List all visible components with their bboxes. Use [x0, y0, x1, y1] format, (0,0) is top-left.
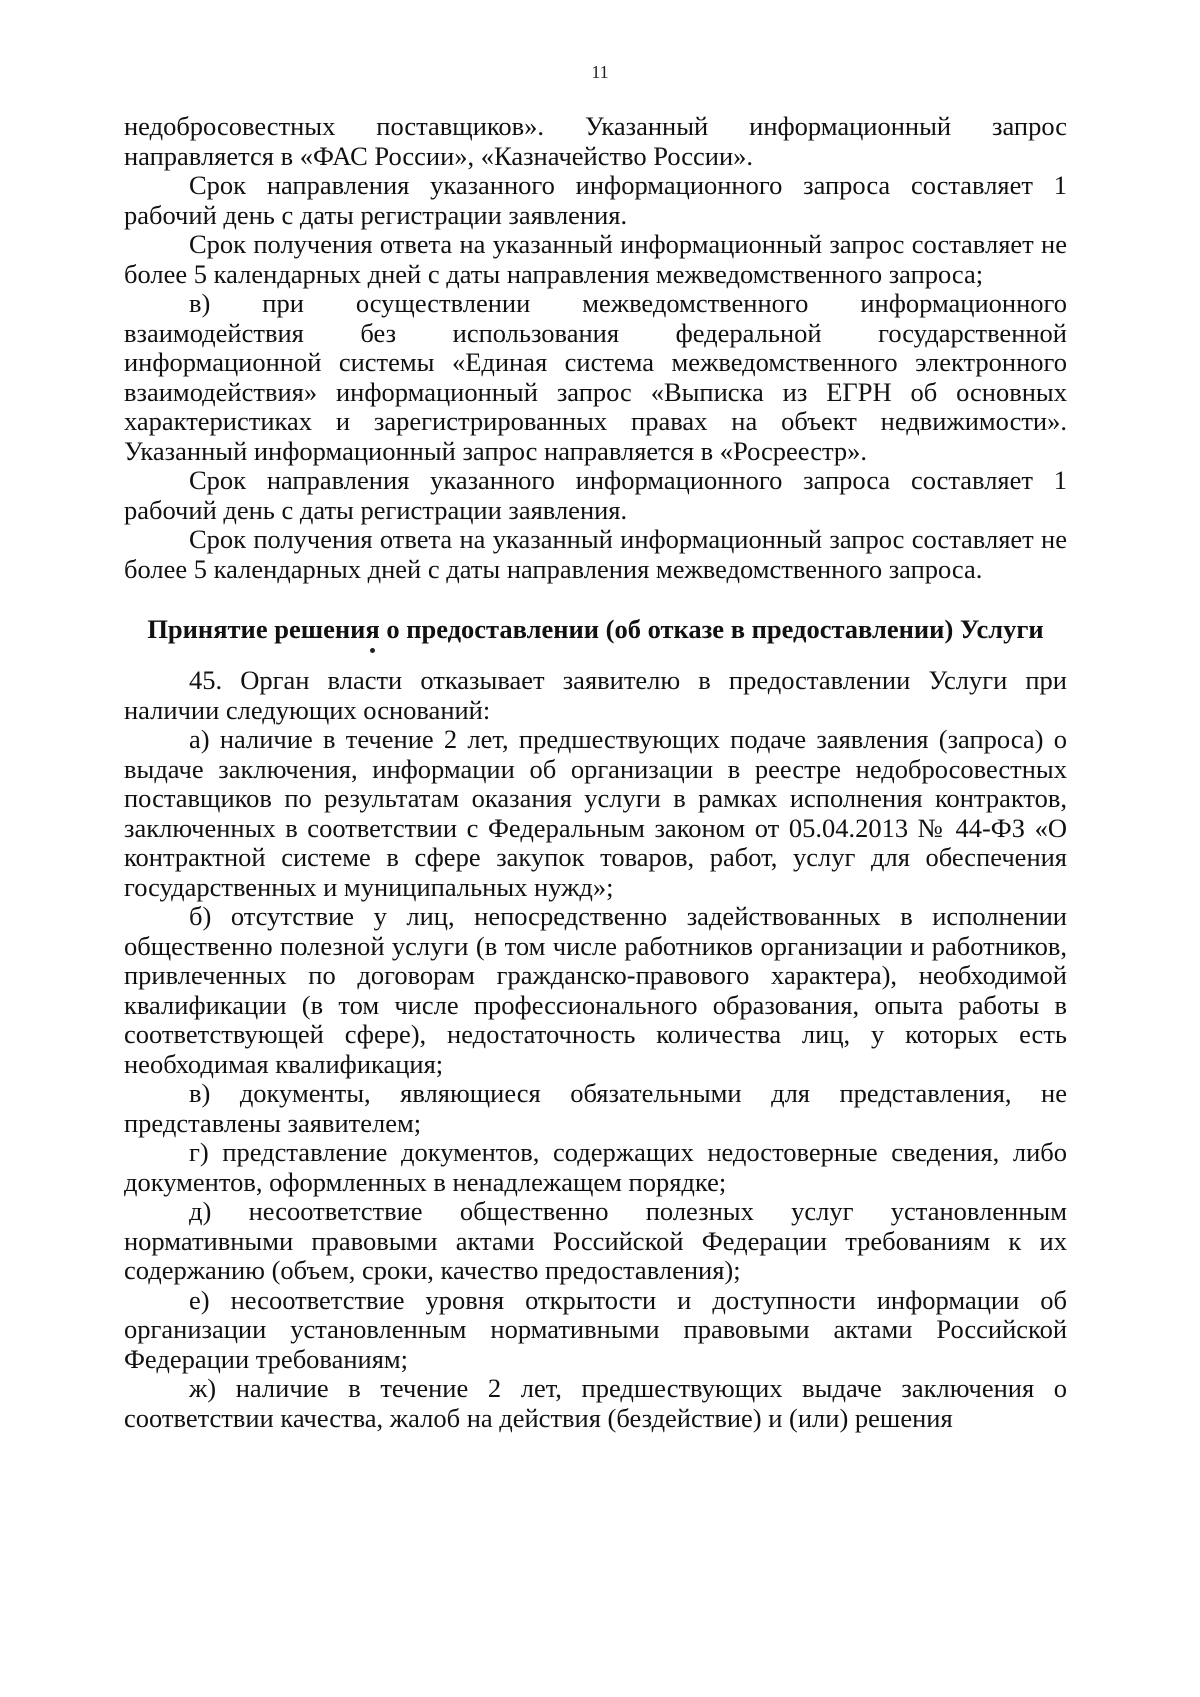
section-top [124, 112, 1067, 584]
paragraph: Срок направления указанного информационного запроса составляет 1 рабочий день с даты регистрации заявления. [124, 170, 1067, 230]
list-item-e: е) несоответствие уровня открытости и доступности информации об организации установленным нормативными правовыми актами Российской Федерации требованиям; [124, 1284, 1067, 1374]
paragraph: Срок получения ответа на указанный информационный запрос составляет не более 5 календарных дней с даты направления межведомственного запроса; [124, 229, 1067, 289]
spacer [124, 644, 1067, 666]
section-heading: Принятие решения о предоставлении (об отказе в предоставлении) Услуги [147, 614, 1044, 644]
document-body [124, 112, 1067, 1433]
paragraph: 45. Орган власти отказывает заявителю в предоставлении Услуги при наличии следующих оснований: [124, 665, 1067, 725]
paragraph: Срок направления указанного информационного запроса составляет 1 рабочий день с даты регистрации заявления. [124, 465, 1067, 525]
list-item-g: г) представление документов, содержащих недостоверные сведения, либо документов, оформленных в ненадлежащем порядке; [124, 1137, 1067, 1197]
page-number: 11 [591, 62, 609, 82]
list-item-b: б) отсутствие у лиц, непосредственно задействованных в исполнении общественно полезной услуги (в том числе работников организации и работников, привлеченных по договорам гражданско-правового характера), необходимой квалификации (в том числе профессионального образования, опыта работы в соответствующей сфере), недостаточность количества лиц, у которых есть необходимая квалификация; [124, 901, 1067, 1079]
paragraph: Срок получения ответа на указанный информационный запрос составляет не более 5 календарных дней с даты направления межведомственного запроса. [124, 524, 1067, 584]
paragraph: недобросовестных поставщиков». Указанный информационный запрос направляется в «ФАС России», «Казначейство России». [124, 111, 1067, 171]
list-item-zh: ж) наличие в течение 2 лет, предшествующих выдаче заключения о соответствии качества, жалоб на действия (бездействие) и (или) решения [124, 1373, 1067, 1433]
list-item-d: д) несоответствие общественно полезных услуг установленным нормативными правовыми актами Российской Федерации требованиям к их содержанию (объем, сроки, качество предоставления); [124, 1196, 1067, 1285]
paragraph: в) при осуществлении межведомственного информационного взаимодействия без использования федеральной государственной информационной системы «Единая система межведомственного электронного взаимодействия» информационный запрос «Выписка из ЕГРН об основных характеристиках и зарегистрированных правах на объект недвижимости». Указанный информационный запрос направляется в «Росреестр». [124, 288, 1067, 466]
list-item-a: а) наличие в течение 2 лет, предшествующих подаче заявления (запроса) о выдаче заключения, информации об организации в реестре недобросовестных поставщиков по результатам оказания услуги в рамках исполнения контрактов, заключенных в соответствии с Федеральным законом от 05.04.2013 № 44-ФЗ «О контрактной системе в сфере закупок товаров, работ, услуг для обеспечения государственных и муниципальных нужд»; [124, 724, 1067, 902]
list-item-v: в) документы, являющиеся обязательными для представления, не представлены заявителем; [124, 1078, 1067, 1138]
section-bottom [124, 666, 1067, 1433]
spacer [124, 584, 1067, 610]
